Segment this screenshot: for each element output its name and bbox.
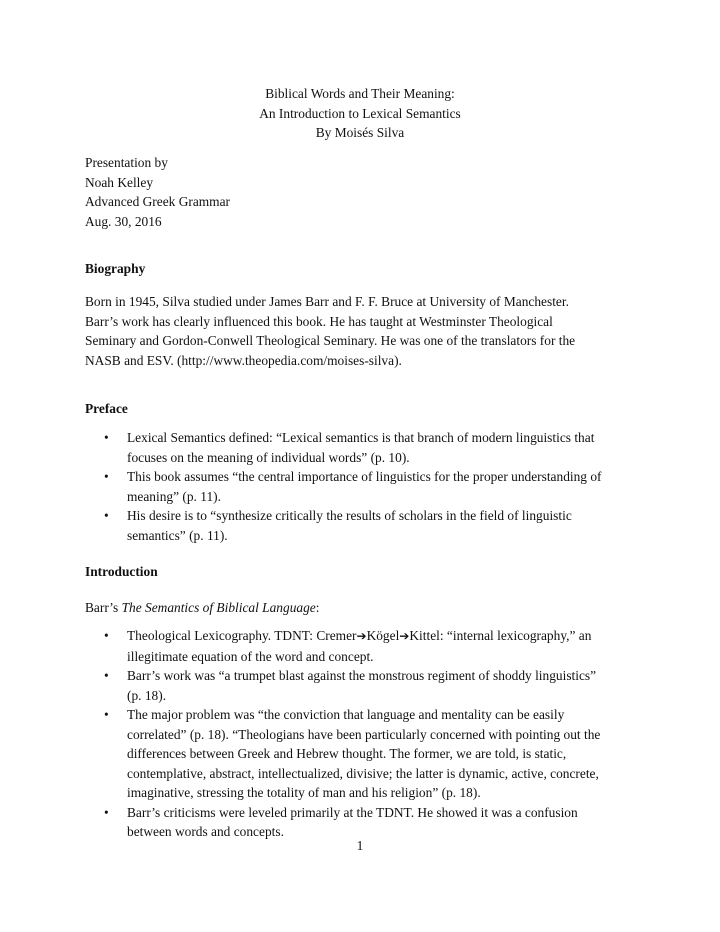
arrow-right-icon: ➔ (356, 629, 367, 643)
text-line: differences between Greek and Hebrew thought. The former, we are told, is static, (127, 746, 567, 761)
text-line: contemplative, abstract, intellectualized, divisive; the latter is dynamic, active, concrete, (127, 765, 599, 781)
introduction-list (85, 626, 645, 842)
text-line: imaginative, stressing the totality of man and his religion” (p. 18). (127, 785, 481, 800)
subtitle-line: An Introduction to Lexical Semantics (259, 105, 461, 121)
course-name: Advanced Greek Grammar (85, 194, 230, 209)
text-line: focuses on the meaning of individual words” (p. 10). (127, 449, 410, 465)
text-line (127, 626, 645, 647)
introduction-heading: Introduction (85, 564, 158, 579)
presenter-name: Noah Kelley (85, 174, 154, 190)
text-line: illegitimate equation of the word and concept. (127, 648, 374, 664)
text-line: correlated” (p. 18). “Theologians have been particularly concerned with pointing out the (127, 726, 601, 742)
barr-suffix: : (315, 600, 320, 615)
author-line: By Moisés Silva (315, 125, 405, 140)
bullet-icon: • (104, 508, 109, 523)
presenter-label: Presentation by (85, 155, 168, 170)
list-item (85, 626, 645, 666)
arrow-right-icon: ➔ (399, 629, 410, 643)
text-line: Barr’s criticisms were leveled primarily at the TDNT. He showed it was a confusion (127, 804, 578, 820)
text-line: The major problem was “the conviction that language and mentality can be easily (127, 707, 565, 722)
text-line: Barr’s work was “a trumpet blast against the monstrous regiment of shoddy linguistics” (127, 668, 597, 683)
barr-title-line (85, 598, 645, 618)
bullet-icon: • (104, 469, 109, 484)
text-line: Born in 1945, Silva studied under James Barr and F. F. Bruce at University of Manchester. (85, 294, 569, 309)
presenter-info (85, 153, 230, 231)
preface-heading: Preface (85, 401, 128, 416)
bullet-icon: • (104, 628, 109, 643)
presentation-date: Aug. 30, 2016 (85, 213, 162, 229)
list-item (85, 705, 645, 803)
bullet-icon: • (104, 430, 109, 445)
text-line: between words and concepts. (127, 824, 284, 839)
text-line: (p. 18). (127, 687, 167, 703)
biography-paragraph (85, 292, 645, 370)
document-title (0, 84, 720, 143)
text-fragment: Kittel: “internal lexicography,” an (409, 628, 592, 643)
text-line: This book assumes “the central importance of linguistics for the proper understanding of (127, 469, 602, 484)
bullet-icon: • (104, 668, 109, 683)
page-number: 1 (356, 838, 364, 853)
preface-list (85, 428, 645, 545)
bullet-icon: • (104, 804, 109, 820)
biography-heading: Biography (85, 261, 146, 276)
text-line: semantics” (p. 11). (127, 527, 228, 543)
list-item (85, 803, 645, 842)
text-line: Lexical Semantics defined: “Lexical semantics is that branch of modern linguistics that (127, 430, 595, 445)
text-fragment: Kögel (366, 628, 400, 643)
text-line: meaning” (p. 11). (127, 488, 221, 504)
list-item (85, 506, 645, 545)
text-line: NASB and ESV. (http://www.theopedia.com/moises-silva). (85, 352, 402, 368)
book-title: The Semantics of Biblical Language (121, 600, 316, 615)
text-line: His desire is to “synthesize critically the results of scholars in the field of linguistic (127, 508, 572, 523)
bullet-icon: • (104, 707, 109, 722)
text-fragment: Theological Lexicography. TDNT: Cremer (127, 628, 357, 643)
list-item (85, 666, 645, 705)
list-item (85, 467, 645, 506)
title-line: Biblical Words and Their Meaning: (265, 86, 455, 101)
text-line: Seminary and Gordon-Conwell Theological Seminary. He was one of the translators for the (85, 333, 576, 348)
text-line: Barr’s work has clearly influenced this book. He has taught at Westminster Theological (85, 313, 553, 329)
barr-prefix: Barr’s (85, 600, 122, 615)
list-item (85, 428, 645, 467)
